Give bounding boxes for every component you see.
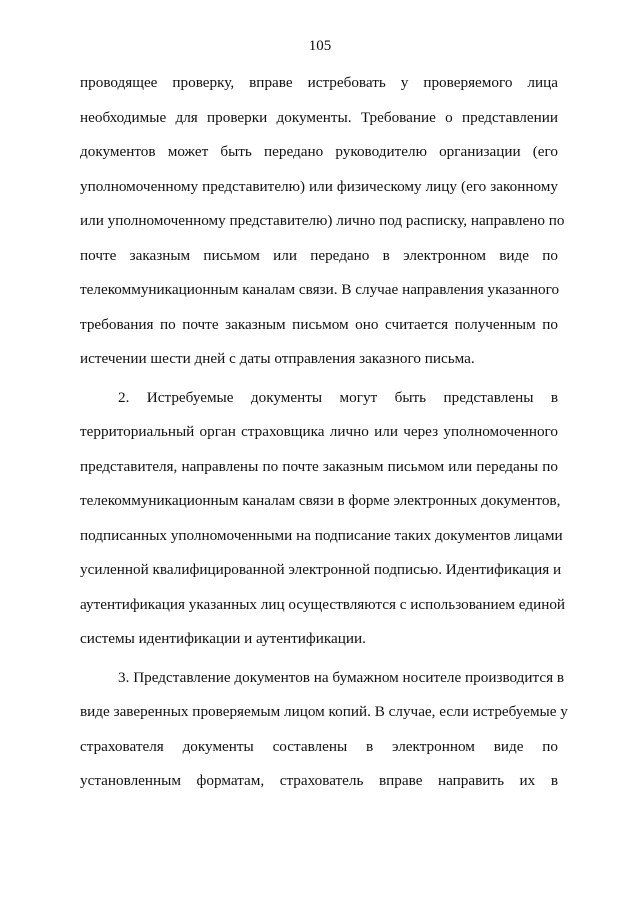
text-line: представителя, направлены по почте заказным письмом или переданы по — [80, 457, 558, 475]
text-line: документов может быть передано руководителю организации (его — [80, 143, 558, 160]
text-line: почте заказным письмом или передано в электронном виде по — [80, 246, 558, 264]
page-number: 105 — [308, 38, 332, 54]
text-line: территориальный орган страховщика лично или через уполномоченного — [80, 423, 558, 440]
text-line: усиленной квалифицированной электронной подписью. Идентификация и — [80, 561, 562, 578]
text-line: системы идентификации и аутентификации. — [80, 630, 366, 647]
text-line: подписанных уполномоченными на подписание таких документов лицами — [80, 526, 563, 544]
document-body — [80, 66, 568, 799]
text-line: телекоммуникационным каналам связи. В случае направления указанного — [80, 281, 560, 298]
text-line: аутентификация указанных лиц осуществляются с использованием единой — [80, 595, 566, 613]
text-line: уполномоченному представителю) или физическому лицу (его законному — [80, 177, 558, 195]
text-line: установленным форматам, страхователь вправе направить их в — [80, 772, 558, 789]
text-line: истечении шести дней с даты отправления заказного письма. — [80, 350, 475, 367]
text-line: требования по почте заказным письмом оно считается полученным по — [80, 315, 558, 333]
text-line: проводящее проверку, вправе истребовать у проверяемого лица — [80, 74, 558, 91]
text-line: страхователя документы составлены в электронном виде по — [80, 737, 558, 755]
text-line: 3. Представление документов на бумажном носителе производится в — [118, 668, 565, 686]
text-line: телекоммуникационным каналам связи в форме электронных документов, — [80, 492, 561, 509]
text-line: 2. Истребуемые документы могут быть представлены в — [118, 388, 558, 406]
text-line: виде заверенных проверяемым лицом копий. В случае, если истребуемые у — [80, 703, 568, 720]
text-line: или уполномоченному представителю) лично под расписку, направлено по — [80, 212, 565, 229]
text-line: необходимые для проверки документы. Требование о представлении — [80, 108, 558, 126]
